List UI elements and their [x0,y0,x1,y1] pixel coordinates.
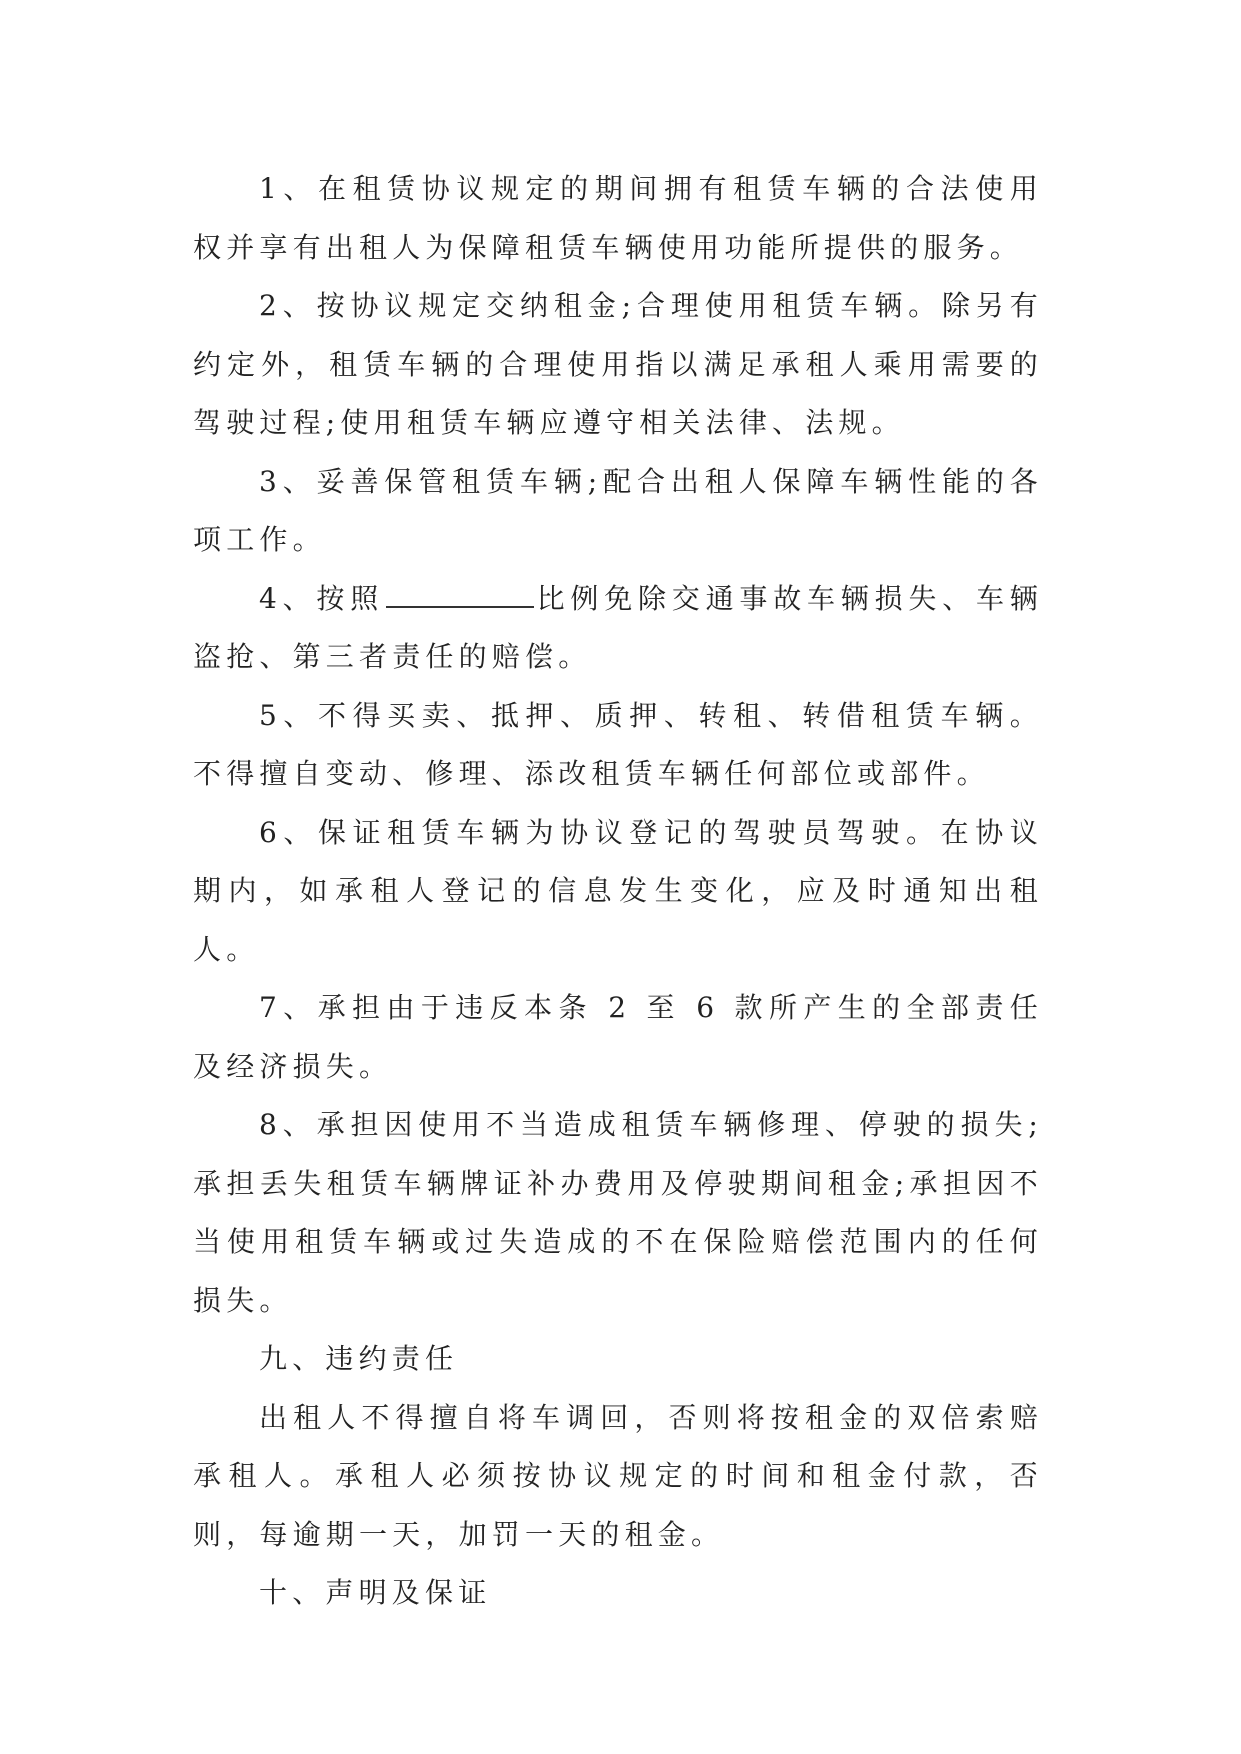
clause-7: 7、承担由于违反本条 2 至 6 款所产生的全部责任及经济损失。 [193,991,1043,1083]
clause-6: 6、保证租赁车辆为协议登记的驾驶员驾驶。在协议期内，如承租人登记的信息发生变化，应及时通知出租人。 [193,815,1043,966]
document-body [193,160,1043,1623]
clause-3: 3、妥善保管租赁车辆;配合出租人保障车辆性能的各项工作。 [193,464,1043,556]
breach-paragraph: 出租人不得擅自将车调回，否则将按租金的双倍索赔承租人。承租人必须按协议规定的时间和租金付款，否则，每逾期一天，加罚一天的租金。 [193,1400,1043,1551]
section-heading-breach: 九、违约责任 [259,1342,459,1375]
clause-4-lead: 4、按照 [259,581,385,615]
clause-4-rest: 比例免除交通事故车辆损失、车辆盗抢、第三者责任的赔偿。 [193,581,1043,673]
clause-4 [193,570,1043,687]
fill-in-blank[interactable] [386,582,534,608]
clause-8: 8、承担因使用不当造成租赁车辆修理、停驶的损失;承担丢失租赁车辆牌证补办费用及停驶期间租金;承担因不当使用租赁车辆或过失造成的不在保险赔偿范围内的任何损失。 [193,1108,1043,1317]
section-heading-declaration: 十、声明及保证 [259,1576,492,1609]
clause-5: 5、不得买卖、抵押、质押、转租、转借租赁车辆。不得擅自变动、修理、添改租赁车辆任何部位或部件。 [193,698,1043,790]
clause-1: 1、在租赁协议规定的期间拥有租赁车辆的合法使用权并享有出租人为保障租赁车辆使用功能所提供的服务。 [193,172,1043,264]
clause-2: 2、按协议规定交纳租金;合理使用租赁车辆。除另有约定外，租赁车辆的合理使用指以满足承租人乘用需要的驾驶过程;使用租赁车辆应遵守相关法律、法规。 [193,289,1043,439]
